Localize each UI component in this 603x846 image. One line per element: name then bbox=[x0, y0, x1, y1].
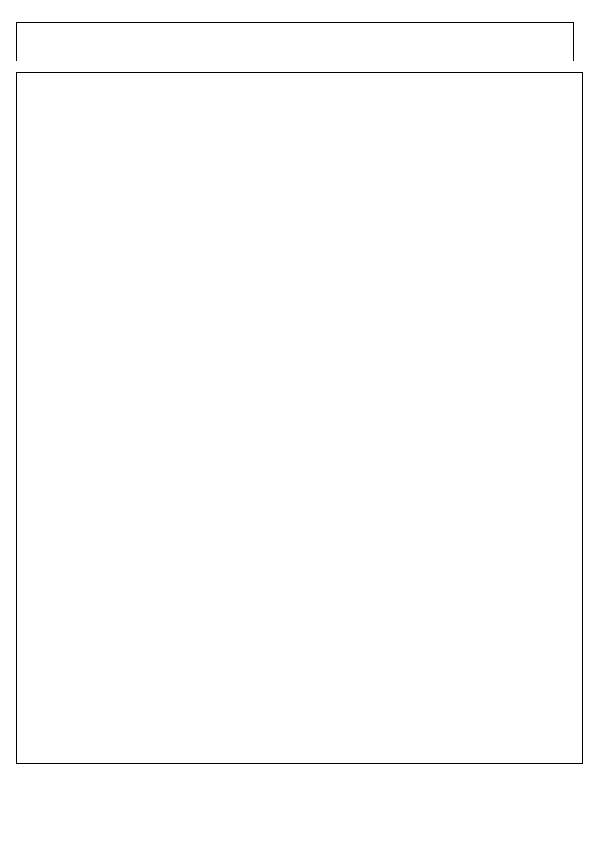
header-box bbox=[16, 22, 574, 61]
contents-frame bbox=[16, 72, 583, 764]
